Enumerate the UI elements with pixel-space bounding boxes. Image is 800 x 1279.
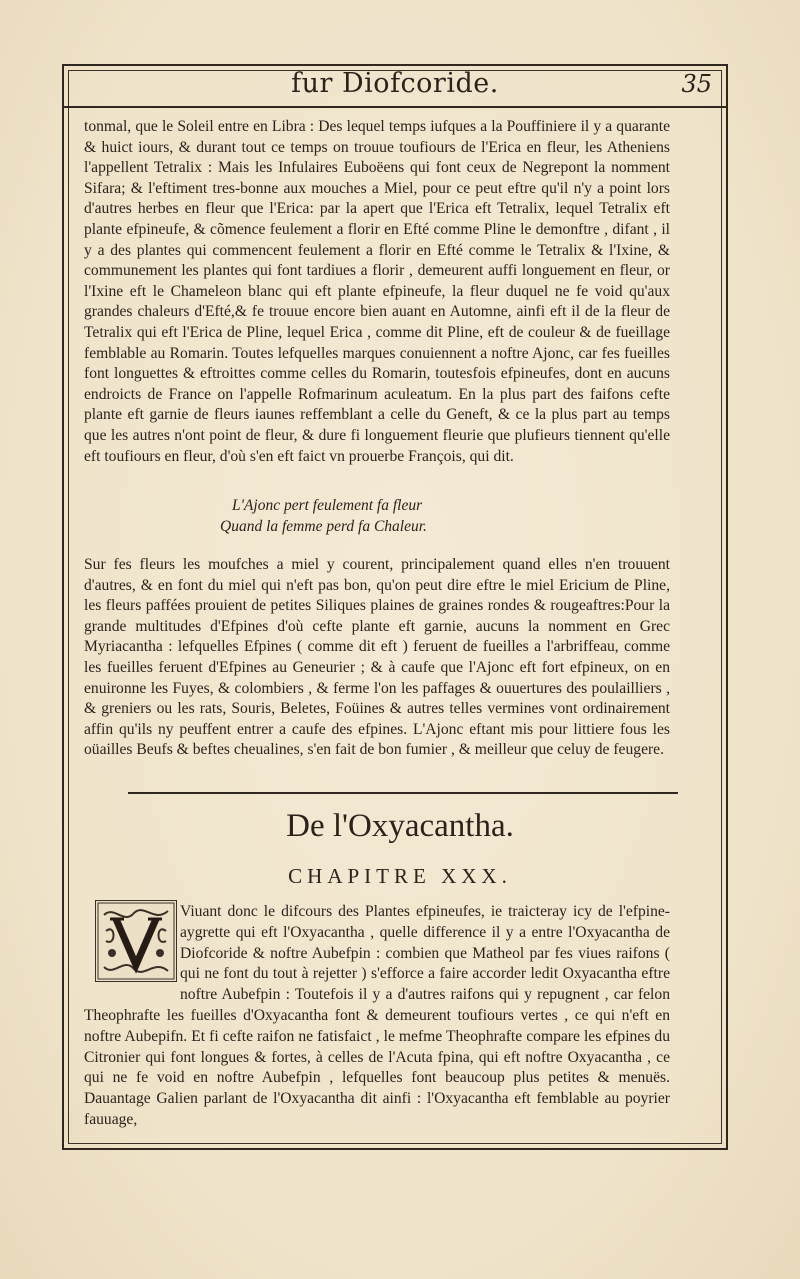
chapter-title: De l'Oxyacantha. <box>286 808 514 844</box>
proverb-line-2: Quand la femme perd fa Chaleur. <box>220 518 427 535</box>
paragraph-1: tonmal, que le Soleil entre en Libra : Des lequel temps iufques a la Pouffiniere il y a quarante & huict iours, & durant tout ce temps on trouue toufiours de l'Erica en fleur, les Atheniens l'appellent Tetralix : Mais les Infulaires Euboëens qui font ceux de Negrepont la nomment Sifara; & l'eftiment tres-bonne aux mouches a Miel, pour ce peut eftre qu'il n'y a point lors d'autres herbes en fleur que l'Erica: par la apert que l'Erica eft Tetralix, lequel Tetralix eft plante efpineufe, & cõmence feulement a florir en Efté comme Pline le demonftre , difant , il y a des plantes qui commencent feulement a florir en Efté comme le Tetralix & l'Ixine, & communement les plantes qui font tardiues a florir , demeurent auffi longuement en fleur, or l'Ixine eft le Chameleon blanc qui eft plante efpineufe, la fleur duquel ne fe void qu'aux grandes chaleurs d'Efté,& fe trouue encore bien auant en Automne, ainfi eft il de la fleur de Tetralix qui eft l'Erica de Pline, lequel Erica , comme dit Pline, eft de couleur & de fueillage femblable au Romarin. Toutes lefquelles marques conuiennent a noftre Ajonc, car fes fueilles font longuettes & eftroittes comme celles du Romarin, toutesfois efpineufes, dont en aucuns endroicts de France on l'appelle Rofmarinum aculeatum. En la plus part des faifons cefte plante eft garnie de fleurs iaunes reffemblant a celle du Geneft, & ce la plus part au temps que les autres n'ont point de fleur, & dure fi longuement fleurie que plufieurs tiennent qu'elle eft toufiours en fleur, d'où s'en eft faict vn prouerbe François, qui dit. <box>84 118 670 465</box>
decorated-initial-v <box>95 900 177 982</box>
proverb-line-1: L'Ajonc pert feulement fa fleur <box>232 497 423 514</box>
section-divider <box>128 792 678 794</box>
chapter-number: CHAPITRE XXX. <box>288 864 512 888</box>
paragraph-2: Sur fes fleurs les moufches a miel y courent, principalement quand elles n'en trouuent d'autres, & en font du miel qui n'eft pas bon, qu'on peut dire eftre le miel Ericium de Pline, les fleurs paffées prouient de petites Siliques plaines de graines rondes & rougeaftres:Pour la grande multitudes d'Efpines d'où cefte plante eft garnie, aucuns la nomment en Grec Myriacantha : lefquelles Efpines ( comme dit eft ) feruent de fueilles a l'arbriffeau, comme les fueilles feruent d'Efpines au Geneurier ; & à caufe que l'Ajonc eft fort efpineux, on en enuironne les Fuyes, & colombiers , & ferme l'on les paffages & ouuertures des poulailliers , & greniers ou les rats, Souris, Beletes, Foüines & autres telles vermines vont ordinairement affin qu'ils ny peuffent entrer a caufe des efpines. L'Ajonc eftant mis pour littiere fous les oüailles Beufs & beftes cheualines, s'en fait de bon fumier , & meilleur que celuy de feugere. <box>84 556 670 759</box>
page-number: 35 <box>681 70 712 98</box>
paragraph-3-text: Viuant donc le difcours des Plantes efpineufes, ie traicteray icy de l'efpine-aygrette qui eft l'Oxyacantha , quelle difference il y a entre l'Oxyacantha de Diofcoride & noftre Aubefpin : combien que Matheol par fes viues raifons ( qui ne font du tout à rejetter ) s'efforce a faire accorder ledit Oxyacantha eftre noftre Aubefpin : Toutefois il y a d'autres raifons qui y repugnent , car felon Theophrafte les fueilles d'Oxyacantha font & demeurent toufiours vertes , ce qui n'eft en noftre Aubepifn. Et fi cefte raifon ne fatisfaict , le mefme Theophrafte compare les efpines du Citronier qui font longues & fortes, à celles de l'Acuta fpina, qui eft noftre Oxyacantha , ce qui ne fe void en noftre Aubefpin , lefquelles font beaucoup plus petites & menuës. Dauantage Galien parlant de l'Oxyacantha dit ainfi : l'Oxyacantha eft femblable au poyrier fauuage, <box>84 903 670 1128</box>
page-header <box>62 64 728 108</box>
ornament-icon <box>96 901 176 981</box>
running-head: fur Diofcoride. <box>291 68 499 99</box>
